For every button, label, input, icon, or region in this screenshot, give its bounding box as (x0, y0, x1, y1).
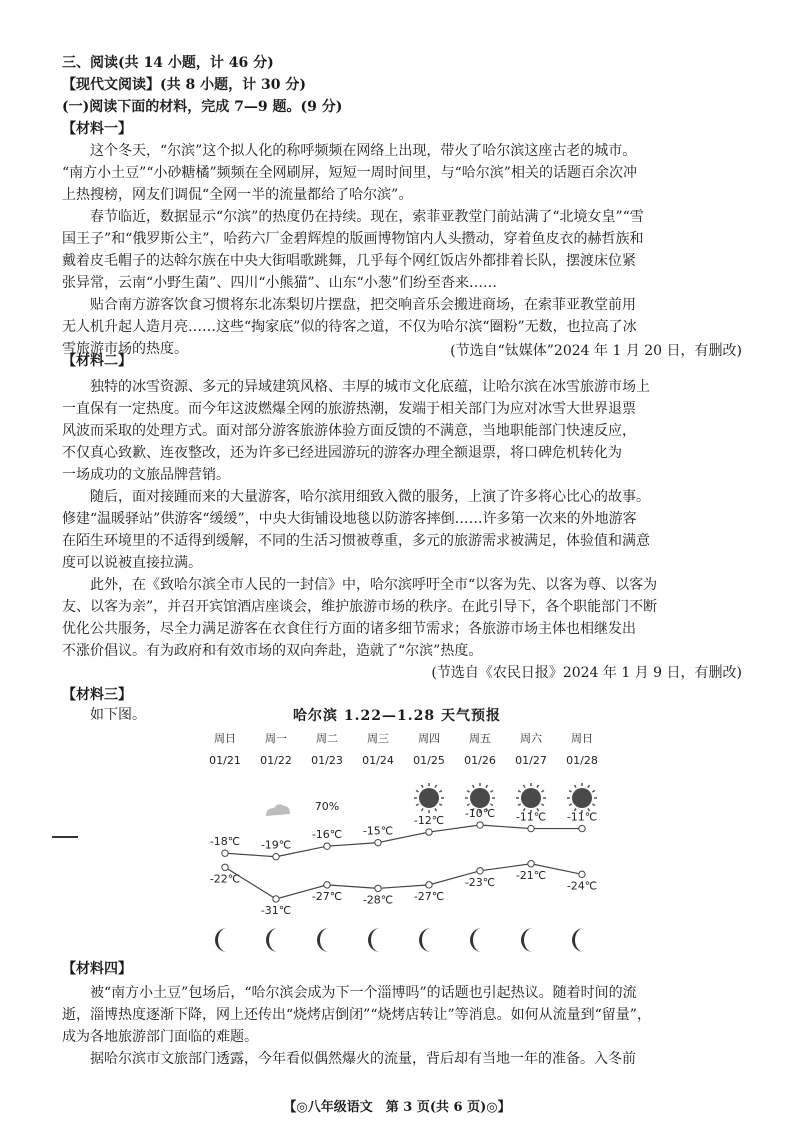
material2-label: 【材料二】 (62, 353, 132, 369)
sun-icon (567, 783, 597, 813)
material2-line: 随后，面对接踵而来的大量游客，哈尔滨用细致入微的服务，上演了许多将心比心的故事。 (90, 489, 650, 505)
chart-title: 哈尔滨 1.22—1.28 天气预报 (293, 708, 501, 724)
material4-line: 被“南方小土豆”包场后，“哈尔滨会成为下一个淄博吗”的话题也引起热议。随着时间的流 (90, 985, 637, 1001)
day-label: 周五 (469, 732, 491, 745)
high-temp-point (528, 825, 534, 831)
low-temp-point (375, 885, 381, 891)
day-label: 周三 (367, 732, 389, 745)
material1-label: 【材料一】 (62, 121, 132, 137)
high-temp-point (375, 839, 381, 845)
date-label: 01/27 (515, 754, 547, 767)
date-label: 01/21 (209, 754, 241, 767)
high-temp-point (324, 843, 330, 849)
day-label: 周四 (418, 732, 440, 745)
day-label: 周日 (571, 732, 593, 745)
high-temp-point (222, 850, 228, 856)
material4-label: 【材料四】 (62, 961, 132, 977)
material1-line: “南方小土豆”“小砂糖橘”频频在全网刷屏，短短一周时间里，与“哈尔滨”相关的话题百余次冲 (62, 165, 637, 181)
material2-line: 度可以说被直接拉满。 (62, 555, 202, 571)
moon-icon (215, 928, 227, 952)
high-temp-label: -19℃ (260, 838, 292, 852)
date-label: 01/23 (311, 754, 343, 767)
weather-forecast-chart (195, 728, 615, 960)
date-label: 01/26 (464, 754, 496, 767)
high-temp-label: -15℃ (362, 824, 394, 838)
moon-icon (266, 928, 278, 952)
material2-line: 不仅真心致歉、连夜整改，还为许多已经进园游玩的游客办理全额退票，将口碑危机转化为 (62, 445, 622, 461)
material1-line: 贴合南方游客饮食习惯将东北冻梨切片摆盘，把交响音乐会搬进商场，在索菲亚教堂前用 (90, 297, 636, 313)
low-temp-label: -31℃ (260, 903, 292, 917)
low-temp-point (222, 864, 228, 870)
day-label: 周二 (316, 732, 338, 745)
moon-icon (470, 928, 482, 952)
sun-icon (516, 783, 546, 813)
page-footer: 【◎八年级语文 第 3 页(共 6 页)◎】 (283, 1100, 511, 1115)
material1-line: 张异常，云南“小野生菌”、四川“小熊猫”、山东“小葱”们纷至沓来…… (62, 275, 497, 291)
material2-line: 一直保有一定热度。而今年这波燃爆全网的旅游热潮，发端于相关部门为应对冰雪大世界退票 (62, 401, 636, 417)
low-temp-label: -22℃ (209, 872, 241, 886)
low-temp-point (579, 871, 585, 877)
date-label: 01/25 (413, 754, 445, 767)
material2-line: 此外，在《致哈尔滨全市人民的一封信》中，哈尔滨呼吁全市“以客为先、以客为尊、以客为 (90, 577, 658, 593)
high-temp-point (579, 825, 585, 831)
low-temp-label: -23℃ (464, 875, 496, 889)
material2-line: 一场成功的文旅品牌营销。 (62, 467, 230, 483)
margin-mark (52, 836, 78, 838)
moon-icon (317, 928, 329, 952)
material1-line: 国王子”和“俄罗斯公主”，哈药六厂金碧辉煌的版画博物馆内人头攒动，穿着鱼皮衣的赫哲族和 (62, 231, 644, 247)
material3-label: 【材料三】 (62, 687, 132, 703)
cloudy-icon (266, 804, 290, 816)
high-temp-point (273, 854, 279, 860)
material3-intro: 如下图。 (90, 707, 146, 723)
material1-line: 上热搜榜，网友们调侃“全网一半的流量都给了哈尔滨”。 (62, 187, 413, 203)
high-temp-label: -11℃ (566, 810, 598, 824)
low-temp-label: -21℃ (515, 868, 547, 882)
material4-line: 逝，淄博热度逐渐下降，网上还传出“烧烤店倒闭”“烧烤店转让”等消息。如何从流量到“留量”， (62, 1007, 651, 1023)
low-temp-label: -27℃ (311, 889, 343, 903)
moon-icon (419, 928, 431, 952)
moon-icon (572, 928, 584, 952)
material2-line: 优化公共服务，尽全力满足游客在衣食住行方面的诸多细节需求；各旅游市场主体也相继发出 (62, 621, 636, 637)
sub-heading: 【现代文阅读】(共 8 小题，计 30 分) (62, 77, 306, 93)
low-temp-label: -27℃ (413, 889, 445, 903)
material2-line: 独特的冰雪资源、多元的异域建筑风格、丰厚的城市文化底蕴，让哈尔滨在冰雪旅游市场上 (90, 379, 650, 395)
material1-line: 雪旅游市场的热度。 (62, 341, 188, 357)
material1-line: 这个冬天，“尔滨”这个拟人化的称呼频频在网络上出现，带火了哈尔滨这座古老的城市。 (90, 143, 637, 159)
low-temp-label: -28℃ (362, 893, 394, 907)
low-temp-point (426, 882, 432, 888)
material2-line: 友、以客为亲”，并召开宾馆酒店座谈会，维护旅游市场的秩序。在此引导下，各个职能部门不断 (62, 599, 658, 615)
high-temp-label: -18℃ (209, 835, 241, 849)
date-label: 01/28 (566, 754, 598, 767)
material1-line: 无人机升起人造月亮……这些“掏家底”似的待客之道，不仅为哈尔滨“圈粉”无数，也拉高了冰 (62, 319, 637, 335)
sun-icon (414, 783, 444, 813)
material2-line: 不涨价倡议。有为政府和有效市场的双向奔赴，造就了“尔滨”热度。 (62, 643, 483, 659)
high-temp-label: -11℃ (515, 810, 547, 824)
material4-line: 成为各地旅游部门面临的难题。 (62, 1029, 258, 1045)
high-temp-label: -10℃ (464, 807, 496, 821)
date-label: 01/24 (362, 754, 394, 767)
date-label: 01/22 (260, 754, 292, 767)
material4-line: 据哈尔滨市文旅部门透露，今年看似偶然爆火的流量，背后却有当地一年的准备。入冬前 (90, 1051, 636, 1067)
material1-line: 春节临近，数据显示“尔滨”的热度仍在持续。现在，索菲亚教堂门前站满了“北境女皇”“雪 (90, 209, 644, 225)
material2-source: (节选自《农民日报》2024 年 1 月 9 日，有删改) (431, 665, 742, 681)
low-temp-point (273, 896, 279, 902)
moon-icon (368, 928, 380, 952)
low-temp-point (528, 861, 534, 867)
low-temp-label: -24℃ (566, 879, 598, 893)
material2-line: 修建“温暖驿站”供游客“缓缓”，中央大街铺设地毯以防游客摔倒……许多第一次来的外地游客 (62, 511, 637, 527)
material2-line: 风波而采取的处理方式。面对部分游客旅游体验方面反馈的不满意，当地职能部门快速反应， (62, 423, 636, 439)
low-temp-point (324, 882, 330, 888)
material2-line: 在陌生环境里的不适得到缓解，不同的生活习惯被尊重，多元的旅游需求被满足，体验值和满意 (62, 533, 650, 549)
day-label: 周六 (520, 732, 542, 745)
high-temp-label: -16℃ (311, 828, 343, 842)
question-intro: (一)阅读下面的材料，完成 7—9 题。(9 分) (62, 99, 343, 115)
material1-source: (节选自“钛媒体”2024 年 1 月 20 日，有删改) (450, 343, 742, 359)
section-heading: 三、阅读(共 14 小题，计 46 分) (62, 55, 274, 71)
material1-line: 戴着皮毛帽子的达斡尔族在中央大街唱歌跳舞，几乎每个网红饭店外都排着长队，摆渡床位紧 (62, 253, 636, 269)
high-temp-point (477, 822, 483, 828)
high-temp-point (426, 829, 432, 835)
low-temp-point (477, 868, 483, 874)
precip-label: 70% (314, 800, 340, 813)
moon-icon (521, 928, 533, 952)
high-temp-label: -12℃ (413, 814, 445, 828)
day-label: 周日 (214, 732, 236, 745)
day-label: 周一 (265, 732, 287, 745)
